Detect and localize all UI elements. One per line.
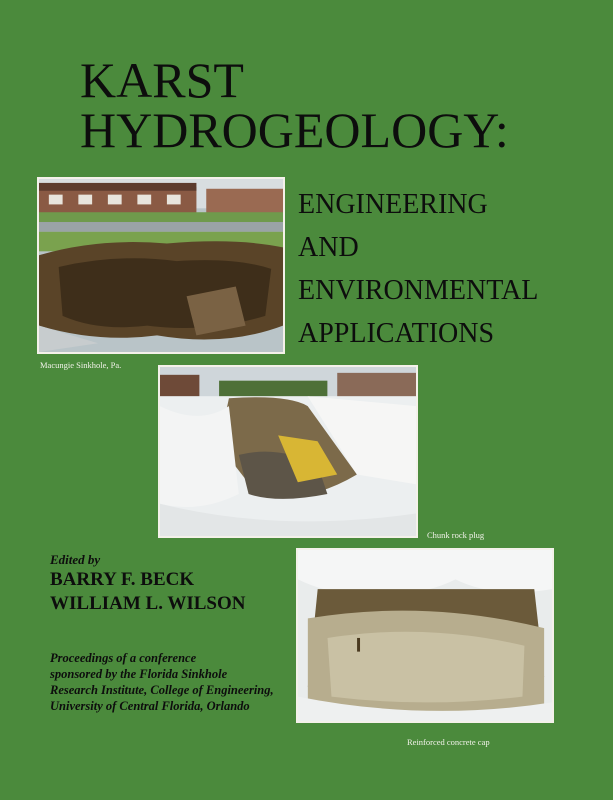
proceedings-note bbox=[50, 650, 274, 714]
subtitle-line-3: ENVIRONMENTAL bbox=[298, 275, 539, 306]
editor-name-1: BARRY F. BECK bbox=[50, 569, 195, 590]
caption-chunk-rock: Chunk rock plug bbox=[427, 530, 485, 540]
edited-by-label: Edited by bbox=[50, 552, 101, 567]
caption-macungie: Macungie Sinkhole, Pa. bbox=[40, 360, 122, 370]
subtitle-line-1: ENGINEERING bbox=[298, 189, 488, 220]
title-line-1: KARST bbox=[80, 52, 244, 108]
photo-macungie-sinkhole bbox=[37, 177, 285, 354]
editors-block bbox=[50, 552, 246, 616]
proceedings-line-2: sponsored by the Florida Sinkhole bbox=[50, 667, 228, 681]
photo-reinforced-concrete-cap bbox=[296, 548, 554, 723]
title-line-2: HYDROGEOLOGY: bbox=[80, 102, 509, 158]
subtitle-line-4: APPLICATIONS bbox=[298, 318, 495, 349]
subtitle-line-2: AND bbox=[298, 232, 359, 263]
caption-concrete-cap: Reinforced concrete cap bbox=[407, 737, 490, 747]
photo-chunk-rock-plug bbox=[158, 365, 418, 538]
book-title bbox=[80, 52, 509, 158]
proceedings-line-4: University of Central Florida, Orlando bbox=[50, 699, 250, 713]
proceedings-line-3: Research Institute, College of Engineering, bbox=[50, 683, 274, 697]
editor-name-2: WILLIAM L. WILSON bbox=[50, 593, 246, 614]
proceedings-line-1: Proceedings of a conference bbox=[50, 651, 197, 665]
book-subtitle bbox=[298, 183, 538, 355]
